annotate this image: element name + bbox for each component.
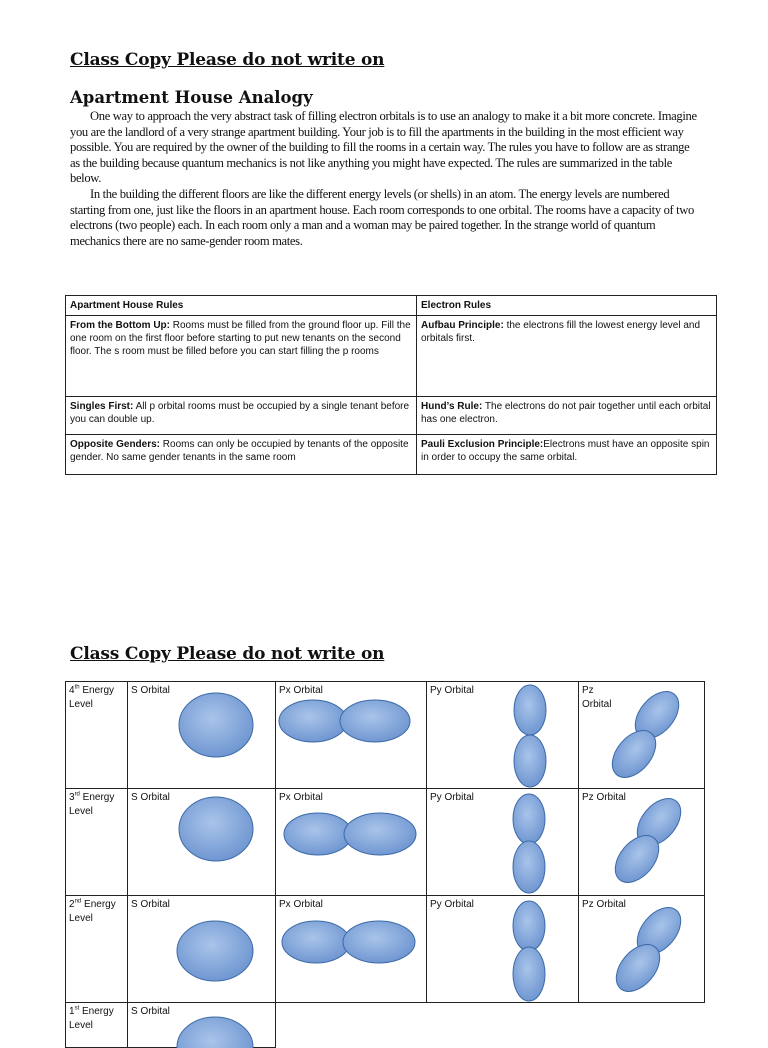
energy-level-cell bbox=[66, 682, 128, 789]
s-orbital-cell bbox=[128, 682, 276, 789]
rule-text: Rooms can only be occupied by tenants of the opposite gender. No same gender tenants in the same room bbox=[70, 439, 409, 463]
apartment-rule-cell bbox=[66, 435, 417, 475]
rule-term: From the Bottom Up: bbox=[70, 320, 170, 331]
level-label: Energy Level bbox=[69, 792, 115, 817]
pz-orbital-cell bbox=[579, 896, 705, 1003]
analogy-title: Apartment House Analogy bbox=[70, 88, 313, 107]
energy-level-row bbox=[66, 1003, 705, 1048]
orbital-label: Px Orbital bbox=[279, 685, 323, 696]
s-orbital-cell bbox=[128, 789, 276, 896]
table-row bbox=[66, 435, 717, 475]
py-orbital-cell bbox=[427, 896, 579, 1003]
s-orbital-shape bbox=[128, 896, 276, 1002]
orbital-label: S Orbital bbox=[131, 1006, 170, 1017]
class-copy-heading: Class Copy Please do not write on bbox=[70, 644, 385, 664]
class-copy-heading: Class Copy Please do not write on bbox=[70, 50, 385, 70]
pz-orbital-cell bbox=[579, 682, 705, 789]
px-orbital-cell bbox=[276, 789, 427, 896]
intro-paragraph: One way to approach the very abstract task of filling electron orbitals is to use an analogy to make it a bit more concrete. Imagine you are the landlord of a very strange apartment building. Your job is to fill the apartments in the building in the most efficient way possible. You are required by the owner of the building to fill the rooms in a certain way. The rules you have to follow are as strange as the building because quantum mechanics is not like anything you might have expected. The rules are summarized in the table below. bbox=[70, 109, 697, 186]
rules-table bbox=[65, 295, 717, 475]
s-orbital-shape bbox=[128, 789, 276, 895]
orbital-label: Px Orbital bbox=[279, 792, 323, 803]
level-number: 2 bbox=[69, 899, 75, 910]
s-orbital-cell bbox=[128, 1003, 276, 1048]
orbital-label: Pz Orbital bbox=[582, 899, 626, 910]
px-orbital-cell bbox=[276, 682, 427, 789]
table-row bbox=[66, 316, 717, 397]
py-orbital-shape bbox=[427, 789, 579, 895]
rules-header-apartment: Apartment House Rules bbox=[66, 296, 417, 316]
rule-text: The electrons do not pair together until each orbital has one electron. bbox=[421, 401, 711, 425]
level-label: Energy Level bbox=[69, 899, 116, 924]
level-number: 4 bbox=[69, 685, 75, 696]
py-orbital-cell bbox=[427, 682, 579, 789]
energy-level-row bbox=[66, 789, 705, 896]
electron-rule-cell bbox=[417, 435, 717, 475]
py-orbital-shape bbox=[427, 896, 579, 1002]
electron-rule-cell bbox=[417, 397, 717, 435]
orbital-label: Py Orbital bbox=[430, 792, 474, 803]
level-suffix: th bbox=[74, 684, 80, 691]
level-label: Energy Level bbox=[69, 685, 115, 710]
electron-rule-cell bbox=[417, 316, 717, 397]
level-label: Energy Level bbox=[69, 1006, 114, 1031]
rule-text: Electrons must have an opposite spin in order to occupy the same orbital. bbox=[421, 439, 710, 463]
orbital-label: Pz Orbital bbox=[582, 792, 626, 803]
orbital-label: S Orbital bbox=[131, 685, 170, 696]
rule-text: Rooms must be filled from the ground floor up. Fill the one room on the first floor before starting to put new tenants on the second floor. The s room must be filled before you can start filling the p rooms bbox=[70, 320, 411, 357]
orbital-label: Py Orbital bbox=[430, 685, 474, 696]
orbital-label: S Orbital bbox=[131, 792, 170, 803]
level-suffix: nd bbox=[74, 898, 82, 905]
px-orbital-cell bbox=[276, 896, 427, 1003]
rule-term: Hund’s Rule: bbox=[421, 401, 483, 412]
rule-term: Pauli Exclusion Principle: bbox=[421, 439, 544, 450]
table-row bbox=[66, 397, 717, 435]
energy-level-row bbox=[66, 896, 705, 1003]
rules-header-electron: Electron Rules bbox=[417, 296, 717, 316]
orbital-label: Px Orbital bbox=[279, 899, 323, 910]
intro-text bbox=[70, 109, 698, 249]
px-orbital-shape bbox=[276, 896, 427, 1002]
orbital-table bbox=[65, 681, 705, 1048]
energy-level-row bbox=[66, 682, 705, 789]
empty-cell bbox=[276, 1003, 705, 1048]
level-number: 1 bbox=[69, 1006, 75, 1017]
py-orbital-shape bbox=[427, 682, 579, 784]
py-orbital-cell bbox=[427, 789, 579, 896]
orbital-label: Py Orbital bbox=[430, 899, 474, 910]
level-suffix: rd bbox=[74, 791, 80, 798]
orbital-label: Pz Orbital bbox=[582, 685, 612, 710]
s-orbital-cell bbox=[128, 896, 276, 1003]
rule-term: Opposite Genders: bbox=[70, 439, 161, 450]
pz-orbital-shape bbox=[579, 789, 705, 895]
energy-level-cell bbox=[66, 789, 128, 896]
apartment-rule-cell bbox=[66, 316, 417, 397]
s-orbital-shape bbox=[128, 682, 276, 784]
pz-orbital-cell bbox=[579, 789, 705, 896]
level-number: 3 bbox=[69, 792, 75, 803]
px-orbital-shape bbox=[276, 789, 427, 895]
orbital-label: S Orbital bbox=[131, 899, 170, 910]
level-suffix: st bbox=[74, 1005, 80, 1012]
rule-term: Aufbau Principle: bbox=[421, 320, 504, 331]
apartment-rule-cell bbox=[66, 397, 417, 435]
rule-text: the electrons fill the lowest energy level and orbitals first. bbox=[421, 320, 701, 344]
pz-orbital-shape bbox=[579, 896, 705, 1002]
intro-paragraph: In the building the different floors are like the different energy levels (or shells) in an atom. The energy levels are numbered starting from one, just like the floors in an apartment house. Each room corresponds to one orbital. The rooms have a capacity of two electrons (two people) each. In each room only a man and a woman may be paired together. In the strange world of quantum mechanics there are no same-gender room mates. bbox=[70, 186, 695, 248]
energy-level-cell bbox=[66, 1003, 128, 1048]
energy-level-cell bbox=[66, 896, 128, 1003]
rule-text: All p orbital rooms must be occupied by a single tenant before you can double up. bbox=[70, 401, 410, 425]
px-orbital-shape bbox=[276, 682, 427, 784]
rule-term: Singles First: bbox=[70, 401, 134, 412]
